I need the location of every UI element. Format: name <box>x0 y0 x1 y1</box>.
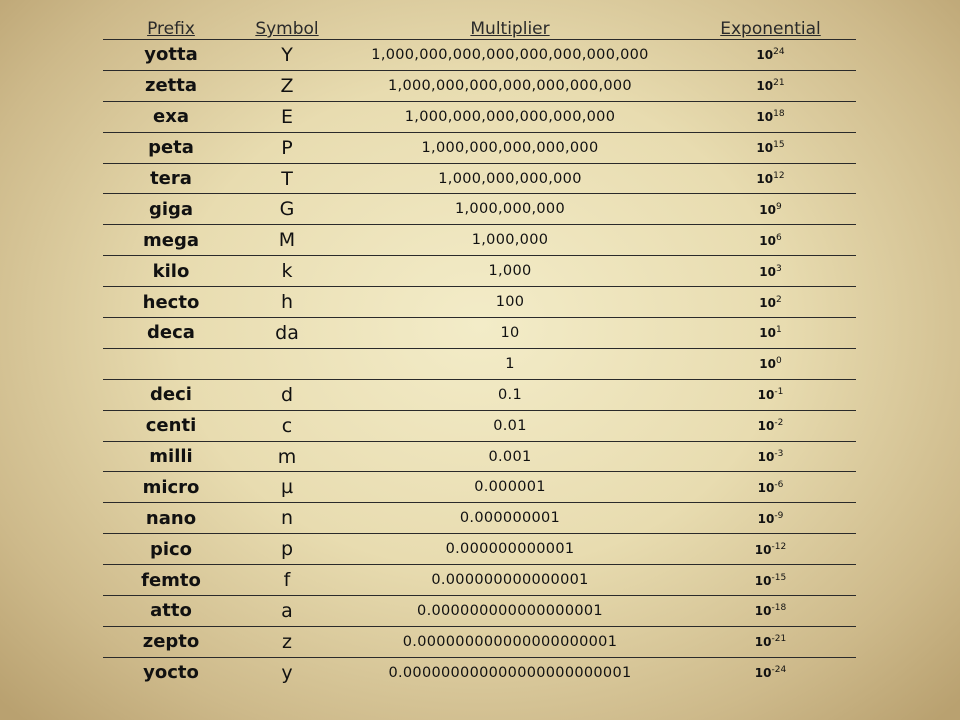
table-row <box>103 132 856 163</box>
exponential-cell <box>685 534 856 565</box>
header-multiplier: Multiplier <box>335 10 685 40</box>
exponential-cell <box>685 410 856 441</box>
table-row <box>103 379 856 410</box>
exponent-power: -12 <box>771 541 787 552</box>
prefix-cell: mega <box>103 225 239 256</box>
exponent-base: 10 <box>757 480 775 495</box>
prefix-cell: atto <box>103 596 239 627</box>
prefix-cell: yocto <box>143 662 199 684</box>
exponent-base: 10 <box>759 295 776 310</box>
exponential-cell <box>685 256 856 287</box>
prefix-cell: centi <box>103 410 239 441</box>
multiplier-cell: 1,000,000,000,000,000,000,000,000 <box>335 40 685 71</box>
table-row <box>103 472 856 503</box>
exponent-base: 10 <box>756 172 774 186</box>
si-prefix-table-container <box>103 10 856 688</box>
exponential-cell <box>685 132 856 163</box>
symbol-cell <box>239 348 335 379</box>
exponent-power: 2 <box>775 294 782 305</box>
exponent-base: 10 <box>759 202 776 217</box>
table-row <box>103 225 856 256</box>
exponential-cell <box>685 194 856 225</box>
exponent-base: 10 <box>756 141 774 156</box>
table-row <box>103 256 856 287</box>
header-exponential: Exponential <box>685 10 856 40</box>
symbol-cell: n <box>239 503 335 534</box>
exponent-base: 10 <box>757 419 775 434</box>
exponent-base: 10 <box>757 388 775 403</box>
prefix-cell: nano <box>103 503 239 534</box>
exponent-base: 10 <box>754 604 772 619</box>
symbol-cell: y <box>281 661 293 684</box>
multiplier-cell: 100 <box>335 287 685 318</box>
symbol-cell: M <box>239 225 335 256</box>
exponential-cell <box>685 472 856 503</box>
multiplier-cell: 0.000000000000001 <box>335 565 685 596</box>
exponential-cell <box>685 657 856 687</box>
symbol-cell: z <box>239 626 335 657</box>
symbol-cell: Z <box>239 70 335 101</box>
exponent-base: 10 <box>754 542 772 557</box>
exponential-cell <box>685 101 856 132</box>
exponent-base: 10 <box>754 666 772 681</box>
multiplier-cell: 1,000,000,000,000,000 <box>335 132 685 163</box>
multiplier-cell: 1,000 <box>335 256 685 287</box>
prefix-cell: hecto <box>103 287 239 318</box>
exponent-power: 0 <box>775 356 782 367</box>
table-row <box>103 657 856 687</box>
symbol-cell: d <box>239 379 335 410</box>
exponential-cell <box>685 503 856 534</box>
table-row <box>103 565 856 596</box>
prefix-cell: zepto <box>103 626 239 657</box>
exponential-cell <box>685 565 856 596</box>
symbol-cell: T <box>239 163 335 194</box>
exponential-cell <box>685 318 856 349</box>
symbol-cell: E <box>239 101 335 132</box>
prefix-cell: exa <box>103 101 239 132</box>
table-row <box>103 287 856 318</box>
table-row <box>103 441 856 472</box>
exponent-base: 10 <box>756 110 774 125</box>
symbol-cell: a <box>239 596 335 627</box>
symbol-cell: f <box>239 565 335 596</box>
multiplier-cell: 1,000,000,000,000,000,000 <box>335 101 685 132</box>
exponential-cell <box>685 441 856 472</box>
table-row <box>103 194 856 225</box>
prefix-cell: pico <box>103 534 239 565</box>
table-header-row <box>103 10 856 40</box>
prefix-cell: peta <box>103 132 239 163</box>
exponent-power: 21 <box>773 78 785 89</box>
multiplier-cell: 0.000000000000000000000001 <box>388 664 632 681</box>
prefix-cell: milli <box>103 441 239 472</box>
si-prefix-table <box>103 10 856 688</box>
prefix-cell: yotta <box>103 40 239 71</box>
prefix-cell: femto <box>103 565 239 596</box>
multiplier-cell: 0.000000000000000000001 <box>335 626 685 657</box>
symbol-cell: p <box>239 534 335 565</box>
multiplier-cell: 1 <box>335 348 685 379</box>
symbol-cell: da <box>239 318 335 349</box>
exponent-base: 10 <box>759 264 776 279</box>
table-row <box>103 348 856 379</box>
symbol-cell: Y <box>239 40 335 71</box>
exponent-power: 3 <box>775 263 782 274</box>
multiplier-cell: 1,000,000,000,000,000,000,000 <box>335 70 685 101</box>
symbol-cell: G <box>239 194 335 225</box>
symbol-cell: k <box>239 256 335 287</box>
header-symbol: Symbol <box>239 10 335 40</box>
table-row <box>103 318 856 349</box>
multiplier-cell: 0.000000001 <box>335 503 685 534</box>
symbol-cell: h <box>239 287 335 318</box>
exponent-base: 10 <box>756 48 774 63</box>
table-row <box>103 410 856 441</box>
exponent-power: 24 <box>773 47 785 58</box>
multiplier-cell: 0.000000000000000001 <box>335 596 685 627</box>
prefix-cell: zetta <box>103 70 239 101</box>
table-row <box>103 70 856 101</box>
symbol-cell: µ <box>239 472 335 503</box>
multiplier-cell: 0.000000000001 <box>335 534 685 565</box>
exponent-power: 9 <box>775 201 782 212</box>
exponent-base: 10 <box>754 635 772 650</box>
exponent-power: 18 <box>773 109 785 120</box>
prefix-cell: kilo <box>103 256 239 287</box>
prefix-cell: deci <box>103 379 239 410</box>
exponent-power: 15 <box>773 140 785 151</box>
exponent-power: -21 <box>771 634 787 645</box>
prefix-cell: giga <box>103 194 239 225</box>
table-row <box>103 40 856 71</box>
exponential-cell <box>685 379 856 410</box>
exponent-power: -6 <box>774 479 784 490</box>
exponent-power: -2 <box>774 418 784 429</box>
table-row <box>103 534 856 565</box>
exponential-cell <box>685 287 856 318</box>
table-row <box>103 101 856 132</box>
symbol-cell: m <box>239 441 335 472</box>
multiplier-cell: 1,000,000 <box>335 225 685 256</box>
symbol-cell: P <box>239 132 335 163</box>
symbol-cell: c <box>239 410 335 441</box>
exponent-base: 10 <box>759 233 776 248</box>
exponent-base: 10 <box>756 79 774 94</box>
exponential-cell <box>685 626 856 657</box>
header-prefix: Prefix <box>103 10 239 40</box>
exponential-cell <box>685 225 856 256</box>
exponent-base: 10 <box>757 511 775 526</box>
exponent-base: 10 <box>759 357 776 372</box>
multiplier-cell: 0.01 <box>335 410 685 441</box>
exponent-power: -9 <box>774 510 784 521</box>
table-row <box>103 596 856 627</box>
exponent-power: 6 <box>775 232 782 243</box>
exponent-power: -3 <box>774 449 784 460</box>
exponent-power: -24 <box>771 665 787 676</box>
exponential-cell <box>685 348 856 379</box>
multiplier-cell: 0.001 <box>335 441 685 472</box>
table-body <box>103 40 856 688</box>
prefix-cell: deca <box>103 318 239 349</box>
prefix-cell <box>103 348 239 379</box>
exponent-power: 12 <box>773 171 785 181</box>
exponent-power: 1 <box>775 325 782 336</box>
multiplier-cell: 10 <box>335 318 685 349</box>
table-row <box>103 503 856 534</box>
exponential-cell <box>685 163 856 194</box>
table-row <box>103 626 856 657</box>
exponential-cell <box>685 70 856 101</box>
exponent-base: 10 <box>754 573 772 588</box>
exponent-power: -18 <box>771 603 787 614</box>
exponent-base: 10 <box>757 450 775 465</box>
table-row <box>103 163 856 194</box>
multiplier-cell: 1,000,000,000,000 <box>335 163 685 194</box>
multiplier-cell: 1,000,000,000 <box>335 194 685 225</box>
exponent-power: -1 <box>774 387 784 398</box>
exponential-cell <box>685 40 856 71</box>
multiplier-cell: 0.1 <box>335 379 685 410</box>
exponent-base: 10 <box>759 326 776 341</box>
prefix-cell: tera <box>103 163 239 194</box>
exponent-power: -15 <box>771 572 787 583</box>
exponential-cell <box>685 596 856 627</box>
multiplier-cell: 0.000001 <box>335 472 685 503</box>
prefix-cell: micro <box>103 472 239 503</box>
